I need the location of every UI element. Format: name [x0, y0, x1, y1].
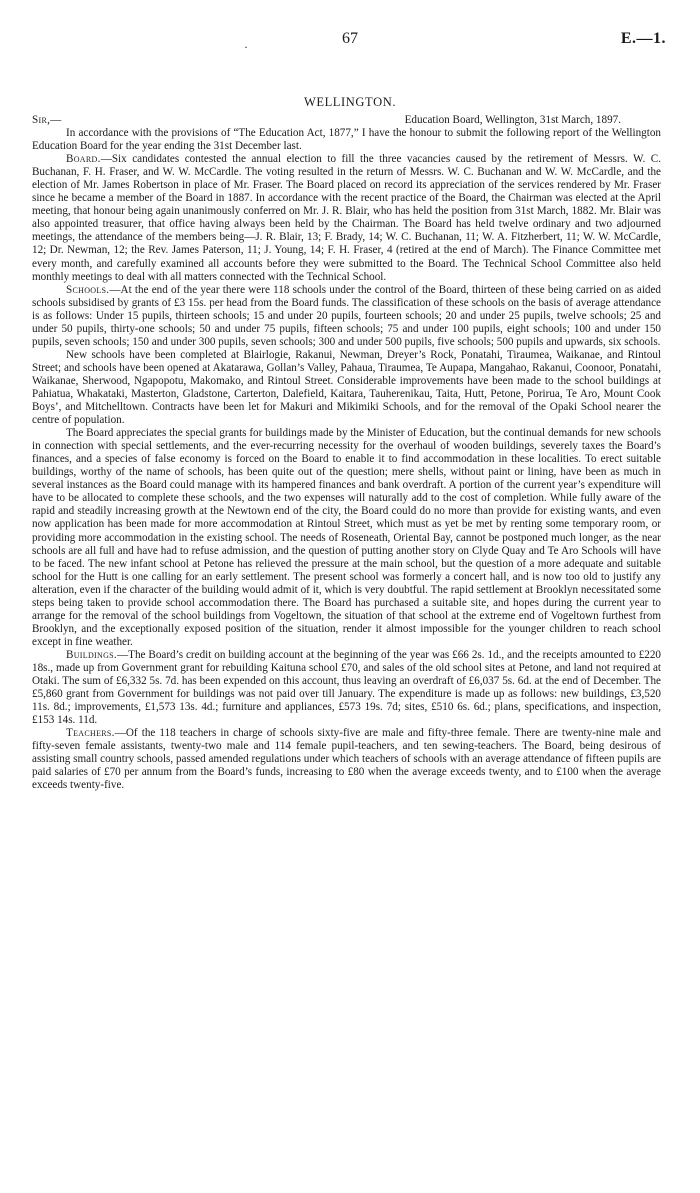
- paragraph-text: —Of the 118 teachers in charge of schools sixty-five are male and fifty-three female. There are twenty-nine male and fifty-seven female assistants, twenty-two male and 114 female pupil-teachers, and ten sewing-teachers. The Board, being desirous of assisting small country schools, passed amended regulations under which teachers of schools with an average attendance of fifteen pupils are paid salaries of £70 per annum from the Board’s funds, increasing to £80 when the average exceeds twenty, and to £100 when the average exceeds twenty-five.: [32, 727, 661, 792]
- margin-dot: ·: [244, 40, 248, 54]
- paragraph-text: The Board appreciates the special grants for buildings made by the Minister of Education, but the continual demands for new schools in connection with special settlements, and the ever-recurring necessity for the overhaul of wooden buildings, severely taxes the Board’s finances, and a species of false economy is forced on the Board to enable it to find accommodation in these localities. To erect suitable buildings, worthy of the name of schools, has been quite out of the question; mere shells, without paint or lining, have been as much in several instances as the Board could manage with its hampered finances and bank overdraft. A portion of the current year’s expenditure will have to be allocated to complete these schools, and the two expenses will naturally add to the cost of completion. While fully aware of the rapid and steadily increasing growth at the Newtown end of the city, the Board could do no more than provide for existing wants, and even now application has been made for more accommodation at Rintoul Street, which must as yet be met by renting some temporary room, or providing more accommodation in the existing school. The needs of Roseneath, Oriental Bay, cannot be postponed much longer, as the near schools are all full and have had to refuse admission, and the question of putting another story on Clyde Quay and Te Aro Schools will have to be faced. The new infant school at Petone has relieved the pressure at the main school, but the question of a more adequate and suitable school for the Hutt is one calling for an early settlement. The present school was formerly a concert hall, and is now too old to justify any alteration, even if the character of the building would admit of it, which is very doubtful. The rapid settlement at Brooklyn necessitated some steps being taken to provide school accommodation there. The Board has purchased a suitable site, and hopes during the current year to arrange for the removal of the school buildings from Vogeltown, the situation of that school at the extreme end of Vogeltown furthest from Brooklyn, and the exceptionally exposed position of the situation, render it almost impossible for the younger children to reach school except in fine weather.: [32, 427, 661, 648]
- paragraph-text: —At the end of the year there were 118 schools under the control of the Board, thirteen of these being carried on as aided schools subsidised by grants of £3 15s. per head from the Board funds. The classification of these schools on the basis of average attendance is as follows: Under 15 pupils, thirteen schools; 15 and under 20 pupils, fourteen schools; 20 and under 25 pupils, twelve schools; 25 and under 50 pupils, thirty-one schools; 50 and under 75 pupils, fifteen schools; 75 and under 100 pupils, eight schools; 100 and under 150 pupils, seven schools; 150 and under 300 pupils, seven schools; 300 and under 500 pupils, five schools; 500 pupils and upwards, six schools.: [32, 283, 661, 348]
- paragraph-board: [32, 153, 661, 283]
- paragraph-text: New schools have been completed at Blairlogie, Rakanui, Newman, Dreyer’s Rock, Ponatahi, Tiraumea, Waikanae, and Rintoul Street; and schools have been opened at Akatarawa, Gollan’s Valley, Pahaua, Tiraumea, Te Aupapa, Mangahao, Rakanui, Coonoor, Ponatahi, Waikanae, Sherwood, Ngapopotu, Makomako, and Rintoul Street. Considerable improvements have been made to the school buildings at Pahiatua, Whakataki, Masterton, Gladstone, Carterton, Dalefield, Kaitara, Tauherenikau, Taita, Hutt, Petone, Porirua, Te Aro, Mount Cook Boys’, and Mitchelltown. Contracts have been let for Makuri and Mikimiki Schools, and for the removal of the Opaki School nearer the centre of population.: [32, 348, 661, 427]
- paragraph-new-schools: [32, 349, 661, 427]
- paragraph-heading: Schools.: [66, 283, 110, 296]
- document-reference: E.—1.: [620, 30, 666, 47]
- page-number: 67: [342, 30, 358, 47]
- paragraph-text: —Six candidates contested the annual election to fill the three vacancies caused by the retirement of Messrs. W. C. Buchanan, F. H. Fraser, and W. W. McCardle. The voting resulted in the return of Messrs. W. C. Buchanan and W. W. McCardle, and the election of Mr. James Robertson in place of Mr. Fraser. The Board placed on record its appreciation of the services rendered by Mr. Fraser since he became a member of the Board in 1887. In accordance with the recent practice of the Board, the Chairman was elected at the April meeting, that honour being again unanimously conferred on Mr. J. R. Blair, who has held the position from 31st March, 1882. Mr. Blair was also appointed treasurer, that office having always been held by the Chairman. The Board has held twelve ordinary and two adjourned meetings, the attendance of the members being—J. R. Blair, 13; F. Brady, 14; W. C. Buchanan, 11; W. A. Fitzherbert, 11; W. W. McCardle, 12; Dr. Newman, 12; the Rev. James Paterson, 11; J. Young, 14; F. H. Fraser, 4 (retired at the end of March). The Finance Committee met every month, and carefully examined all accounts before they were submitted to the Board. The Technical School Committee also held monthly meetings to deal with all matters connected with the Technical School.: [32, 153, 661, 283]
- paragraph-special-grants: [32, 427, 661, 649]
- paragraph-schools: [32, 284, 661, 349]
- salutation: Sir,—: [32, 114, 62, 126]
- paragraph-buildings: [32, 649, 661, 727]
- paragraph-teachers: [32, 727, 661, 792]
- paragraph-text: In accordance with the provisions of “The Education Act, 1877,” I have the honour to submit the following report of the Wellington Education Board for the year ending the 31st December last.: [32, 127, 661, 153]
- report-body: [32, 114, 661, 792]
- paragraph-introduction: [32, 127, 661, 153]
- section-title: WELLINGTON.: [303, 95, 397, 109]
- paragraph-heading: Buildings.: [66, 648, 117, 661]
- paragraph-text: —The Board’s credit on building account at the beginning of the year was £66 2s. 1d., and the receipts amounted to £220 18s., made up from Government grant for rebuilding Kaituna school £70, and sales of the old school sites at Petone, and land not required at Otaki. The sum of £6,332 5s. 7d. has been expended on this account, thus leaving an overdraft of £6,037 5s. 6d. at the end of December. The £5,860 grant from Government for buildings was not paid over till January. The expenditure is made up as follows: new buildings, £3,520 11s. 8d.; improvements, £1,573 13s. 4d.; furniture and appliances, £573 19s. 7d; sites, £510 6s. 6d.; plans, specifications, and inspection, £153 14s. 11d.: [32, 648, 661, 727]
- paragraph-heading: Board.: [66, 153, 101, 166]
- salutation-line: [32, 114, 661, 127]
- address-date-line: Education Board, Wellington, 31st March, 1897.: [404, 114, 621, 126]
- paragraph-heading: Teachers.: [66, 727, 115, 740]
